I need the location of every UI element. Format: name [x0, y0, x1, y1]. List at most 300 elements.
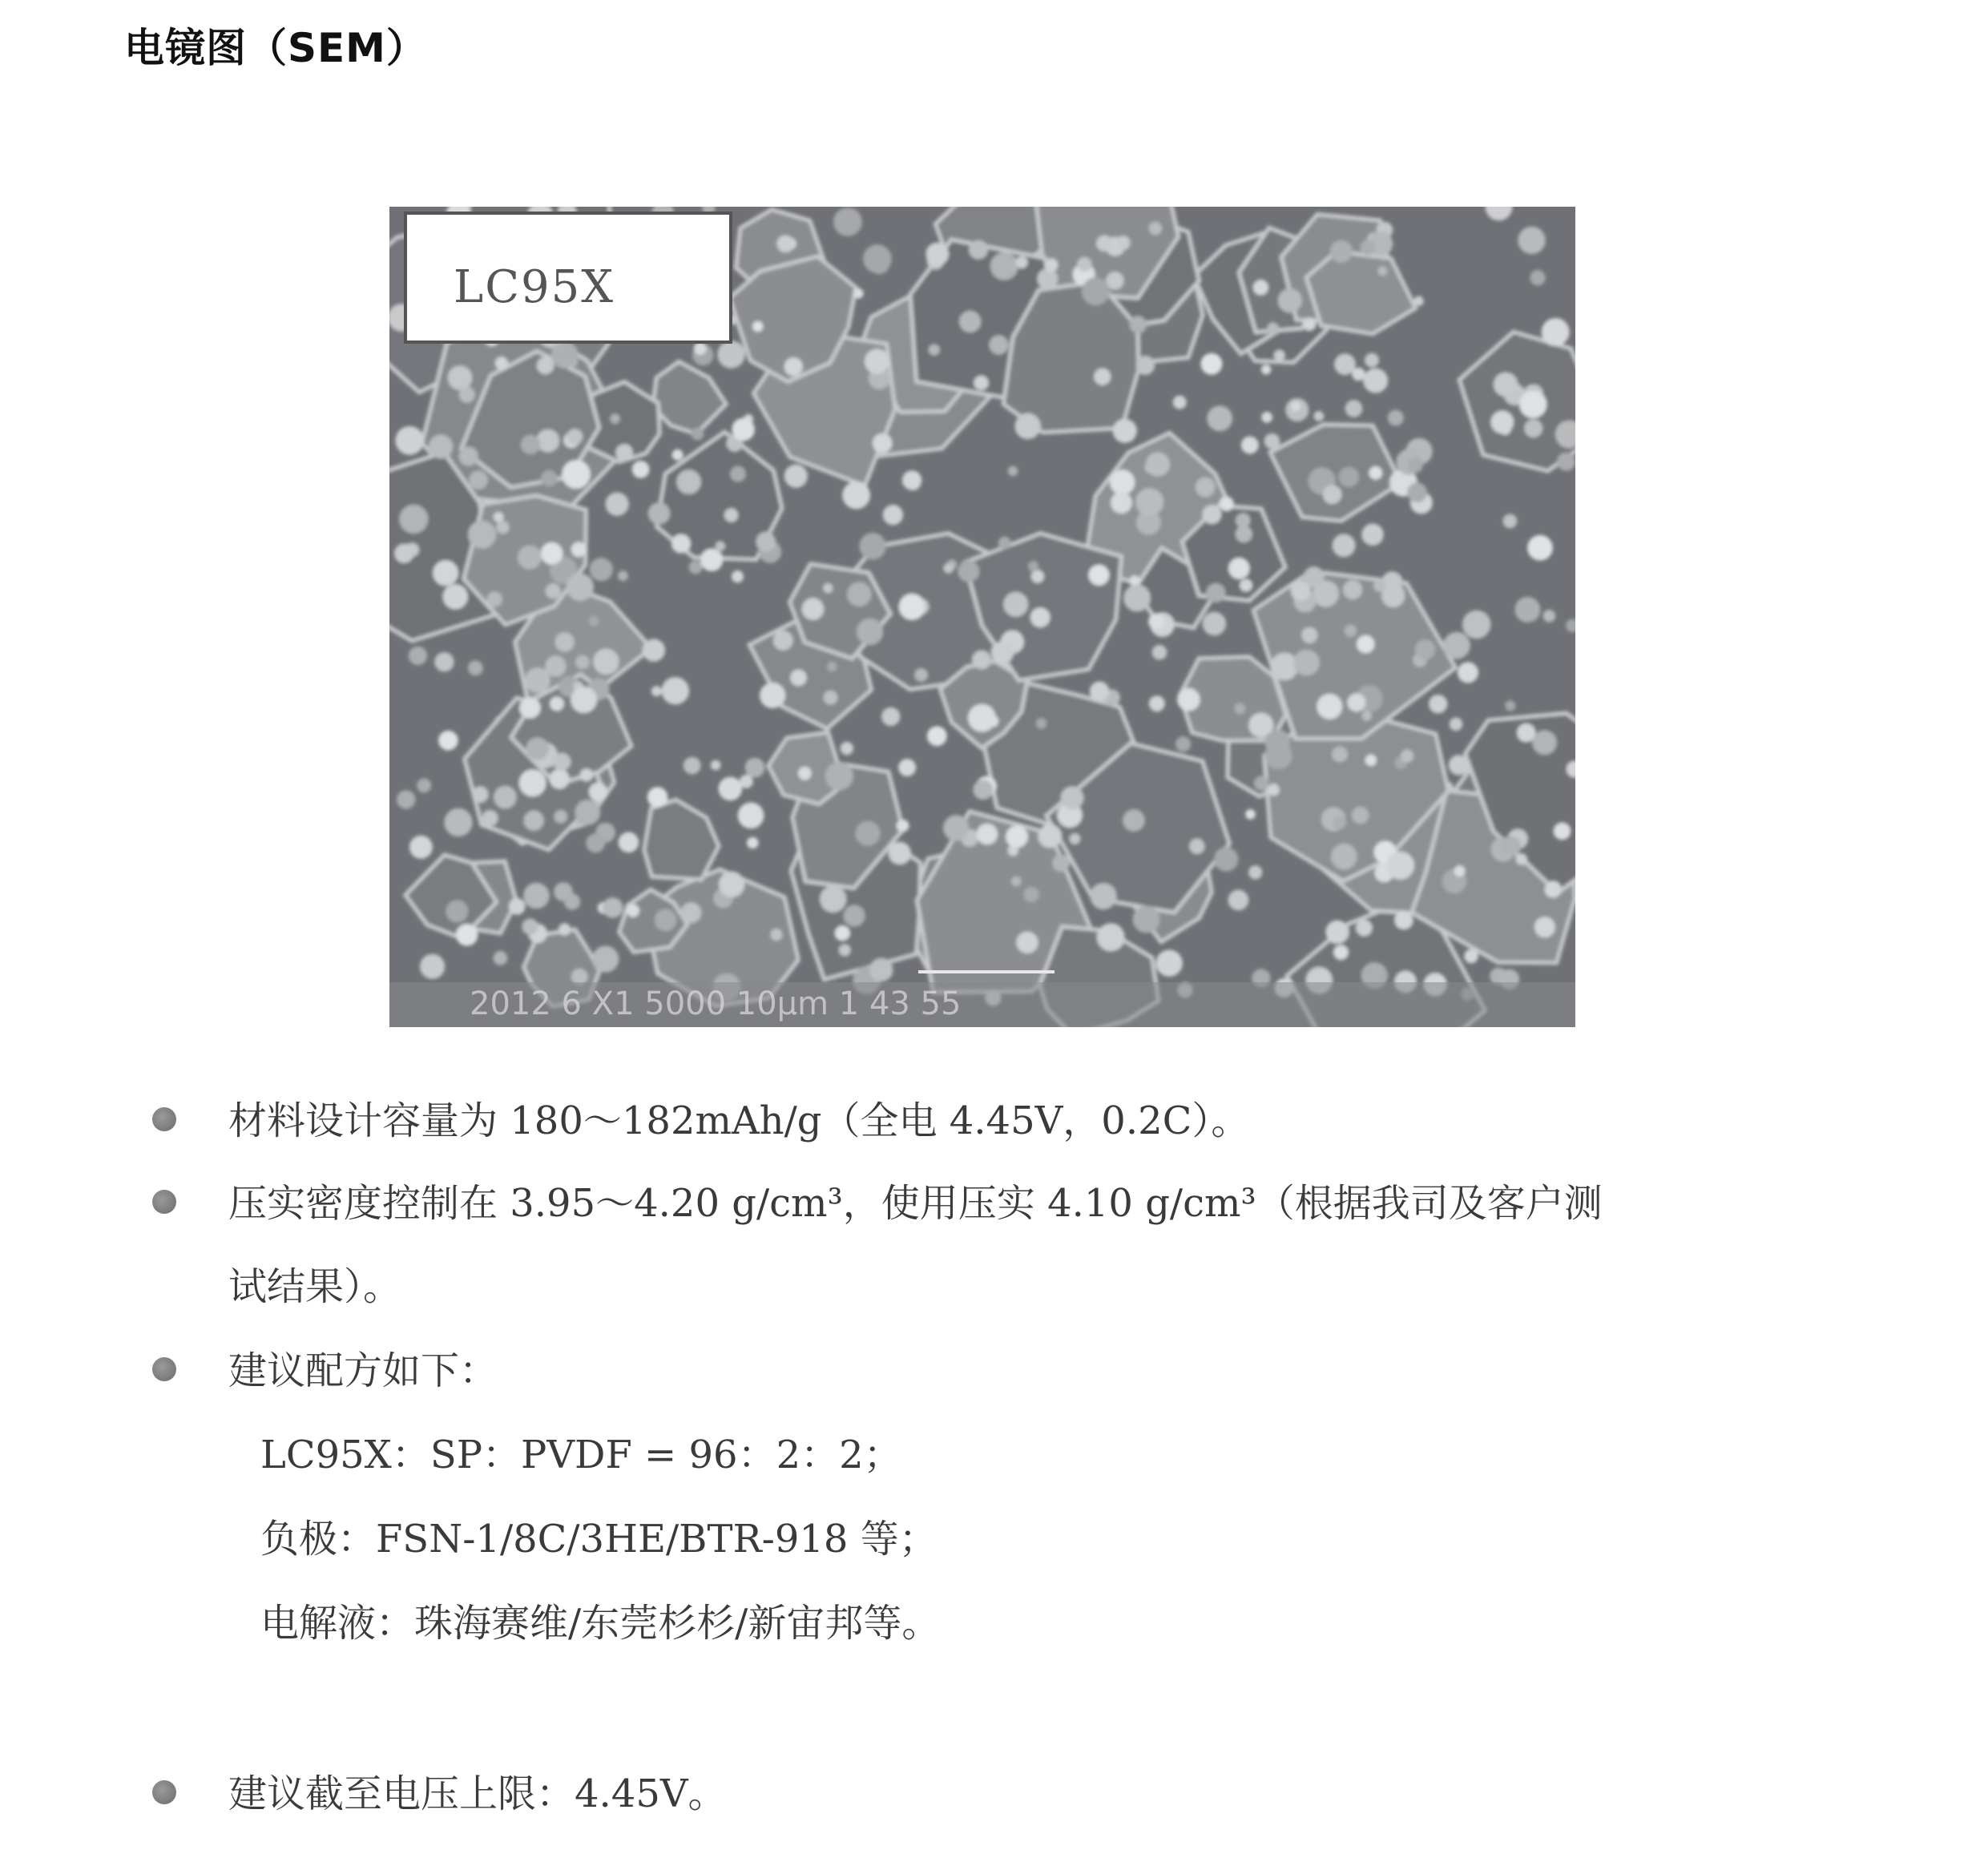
sem-fine-particle [790, 670, 807, 687]
sem-fine-particle [959, 311, 981, 332]
sem-fine-particle [943, 815, 969, 840]
sem-fine-particle [998, 537, 1011, 550]
sem-fine-particle [446, 900, 468, 922]
sem-fine-particle [495, 357, 508, 369]
sem-fine-particle [717, 341, 745, 369]
sem-fine-particle [1136, 356, 1155, 375]
sem-fine-particle [747, 837, 759, 849]
sem-fine-particle [973, 780, 993, 800]
sem-fine-particle [1413, 296, 1423, 306]
sem-fine-particle [1082, 277, 1110, 305]
sem-fine-particle [417, 778, 431, 792]
sem-fine-particle [1377, 266, 1387, 276]
sem-fine-particle [929, 345, 940, 356]
sem-fine-particle [1407, 482, 1427, 502]
sem-fine-particle [1345, 400, 1363, 417]
sem-fine-particle [1357, 635, 1374, 653]
sem-fine-particle [716, 542, 725, 551]
sem-fine-particle [1110, 470, 1135, 494]
sem-fine-particle [1408, 457, 1423, 473]
sem-fine-particle [1014, 413, 1040, 439]
sem-fine-particle [497, 521, 510, 534]
sem-fine-particle [1343, 580, 1362, 599]
sem-fine-particle [1369, 466, 1383, 480]
sem-fine-particle [865, 349, 889, 373]
sem-fine-particle [1274, 350, 1285, 361]
sem-fine-particle [619, 832, 639, 853]
sem-fine-particle [590, 558, 613, 581]
sem-fine-particle [580, 768, 593, 781]
sem-fine-particle [1491, 411, 1514, 434]
sem-fine-particle [550, 769, 570, 789]
sem-fine-particle [889, 842, 911, 864]
sem-fine-particle [1345, 625, 1357, 637]
sem-fine-particle [881, 707, 900, 726]
sem-fine-particle [1016, 256, 1028, 268]
sem-fine-particle [472, 786, 488, 802]
sem-fine-particle [1268, 784, 1280, 796]
sem-fine-particle [459, 446, 478, 465]
sem-fine-particle [469, 470, 488, 490]
sem-fine-particle [1542, 318, 1570, 346]
sem-fine-particle [1373, 579, 1385, 591]
sem-fine-particle [958, 561, 980, 582]
sem-fine-particle [1235, 703, 1246, 715]
sem-fine-particle [494, 786, 516, 808]
sem-fine-particle [1505, 700, 1515, 711]
bullet-icon [152, 1107, 176, 1131]
sem-fine-particle [1123, 585, 1151, 612]
sem-fine-particle [1116, 236, 1131, 250]
sem-fine-particle [519, 769, 546, 796]
sem-fine-particle [869, 958, 893, 981]
sem-fine-particle [1518, 227, 1545, 254]
sem-fine-particle [1332, 746, 1348, 762]
sem-fine-particle [589, 616, 599, 627]
sem-fine-particle [927, 726, 947, 746]
sem-fine-particle [1339, 467, 1359, 487]
sem-fine-particle [1203, 612, 1227, 636]
sem-fine-particle [1524, 419, 1542, 437]
sem-fine-particle [409, 647, 427, 665]
sem-fine-particle [1267, 323, 1278, 334]
sem-fine-particle [1314, 411, 1325, 421]
sem-fine-particle [1503, 514, 1518, 529]
sem-fine-particle [730, 466, 746, 482]
bullet-text-continued: 试结果）。 [228, 1264, 402, 1309]
sem-fine-particle [521, 435, 540, 454]
sem-fine-particle [672, 449, 684, 461]
sem-fine-particle [395, 426, 424, 455]
sem-fine-particle [824, 691, 838, 705]
sem-fine-particle [1516, 854, 1527, 865]
sem-fine-particle [1016, 932, 1038, 953]
sem-fine-particle [711, 760, 721, 771]
sem-fine-particle [798, 767, 812, 780]
sem-fine-particle [990, 252, 1018, 280]
sem-fine-particle [571, 687, 597, 713]
sem-fine-particle [1261, 412, 1272, 423]
sem-fine-particle [752, 321, 763, 332]
formula-ratio-line: LC95X：SP：PVDF = 96：2：2； [260, 1433, 902, 1477]
sem-fine-particle [537, 357, 554, 375]
sem-fine-particle [692, 428, 704, 441]
sem-fine-particle [1003, 592, 1028, 617]
sem-fine-particle [1494, 373, 1518, 397]
sem-fine-particle [1038, 824, 1062, 848]
sem-fine-particle [1061, 787, 1084, 810]
sem-fine-particle [1543, 610, 1556, 623]
sem-fine-particle [844, 905, 865, 927]
sem-fine-particle [1097, 923, 1125, 951]
sem-fine-particle [1177, 688, 1200, 711]
sem-fine-particle [839, 945, 851, 957]
sem-fine-particle [553, 753, 571, 771]
sem-fine-particle [1006, 826, 1028, 848]
sem-fine-particle [898, 759, 916, 776]
sem-fine-particle [1088, 565, 1109, 586]
sem-fine-particle [1031, 570, 1044, 582]
sem-fine-particle [1323, 485, 1342, 504]
sem-fine-particle [1240, 579, 1252, 592]
sem-fine-particle [944, 563, 954, 573]
sem-fine-particle [1123, 809, 1144, 831]
sem-fine-particle [1264, 433, 1280, 449]
sem-fine-particle [784, 465, 808, 488]
sem-fine-particle [1248, 865, 1262, 879]
sem-fine-particle [399, 505, 428, 534]
sem-fine-particle [853, 288, 864, 299]
sem-fine-particle [1090, 682, 1110, 702]
sem-fine-particle [1449, 755, 1469, 775]
sem-fine-particle [1347, 693, 1365, 711]
sem-fine-particle [1401, 750, 1413, 763]
sem-fine-particle [842, 482, 870, 510]
sem-fine-particle [1464, 949, 1478, 964]
sem-fine-particle [541, 470, 557, 486]
sem-fine-particle [1228, 558, 1249, 578]
sem-fine-particle [825, 762, 853, 790]
sem-fine-particle [989, 335, 1008, 354]
sem-fine-particle [648, 502, 671, 525]
sem-fine-particle [681, 902, 702, 923]
sem-fine-particle [482, 810, 498, 826]
sem-fine-particle [897, 820, 909, 832]
sem-fine-particle [1156, 950, 1183, 977]
sem-fine-particle [1557, 453, 1575, 471]
sem-fine-particle [1241, 437, 1259, 454]
sem-fine-particle [409, 836, 433, 859]
sem-micrograph [389, 207, 1575, 1027]
sem-fine-particle [1070, 833, 1080, 844]
sem-fine-particle [518, 546, 542, 570]
sem-fine-particle [1330, 240, 1353, 263]
sem-fine-particle [1228, 890, 1249, 911]
sem-fine-particle [1202, 505, 1221, 524]
sem-fine-particle [397, 790, 415, 808]
sem-fine-particle [655, 909, 677, 932]
sem-fine-particle [555, 632, 575, 651]
sem-fine-particle [1173, 396, 1187, 409]
sem-fine-particle [1532, 731, 1556, 755]
sem-fine-particle [820, 886, 846, 913]
sem-fine-particle [902, 470, 921, 490]
sem-fine-particle [1545, 881, 1562, 898]
sem-fine-particle [1091, 883, 1117, 909]
sem-fine-particle [1206, 583, 1225, 603]
sem-fine-particle [732, 570, 744, 582]
sem-fine-particle [1429, 695, 1447, 713]
sem-fine-particle [1534, 917, 1555, 937]
sem-fine-particle [627, 905, 639, 917]
sem-fine-particle [618, 570, 628, 581]
sem-fine-particle [1361, 523, 1384, 546]
sem-fine-particle [1133, 905, 1160, 933]
sem-fine-particle [724, 508, 738, 522]
sem-fine-particle [1519, 391, 1546, 418]
bullet-icon [152, 1357, 176, 1381]
sem-fine-particle [586, 833, 605, 852]
sem-fine-particle [671, 534, 691, 554]
sem-fine-particle [433, 560, 458, 586]
sem-fine-particle [841, 742, 853, 755]
sem-fine-particle [1135, 488, 1163, 516]
sem-fine-particle [1149, 695, 1165, 711]
sem-fine-particle [1146, 452, 1170, 476]
sem-fine-particle [1331, 844, 1357, 870]
sem-fine-particle [519, 697, 541, 719]
sem-fine-particle [1334, 353, 1356, 375]
sem-fine-particle [1356, 920, 1372, 936]
sem-fine-particle [1111, 492, 1132, 514]
sem-fine-particle [1530, 270, 1545, 285]
sem-fine-particle [756, 532, 776, 552]
sem-fine-particle [1303, 317, 1316, 330]
sem-fine-particle [1023, 887, 1038, 902]
sem-fine-particle [468, 660, 483, 675]
sem-fine-particle [554, 810, 568, 824]
sem-fine-particle [1008, 466, 1018, 477]
sem-fine-particle [1214, 847, 1238, 871]
sem-fine-particle [1271, 653, 1299, 681]
sem-fine-particle [575, 800, 601, 825]
sem-fine-particle [1554, 823, 1571, 840]
sem-fine-particle [1395, 911, 1413, 929]
sem-fine-particle [925, 243, 949, 266]
sem-fine-particle [773, 631, 793, 651]
sem-fine-particle [972, 651, 991, 670]
sem-fine-particle [857, 619, 883, 645]
sem-fine-particle [487, 591, 502, 607]
sem-fine-particle [1415, 639, 1435, 659]
sem-fine-particle [827, 662, 837, 671]
sem-fine-particle [1045, 259, 1059, 272]
sem-fine-particle [567, 429, 583, 445]
sem-fine-particle [448, 365, 473, 390]
sem-fine-particle [760, 683, 785, 708]
sem-fine-particle [700, 549, 723, 571]
sem-fine-particle [1052, 854, 1070, 872]
sem-fine-particle [1450, 718, 1463, 731]
sem-fine-particle [494, 512, 504, 522]
sem-sample-label: LC95X [454, 261, 615, 313]
sem-fine-particle [719, 872, 744, 897]
sem-fine-particle [1200, 353, 1222, 375]
sem-fine-particle [1458, 662, 1478, 683]
formula-electrolyte-line: 电解液：珠海赛维/东莞杉杉/新宙邦等。 [260, 1601, 941, 1646]
sem-fine-particle [562, 460, 591, 489]
sem-fine-particle [438, 731, 458, 751]
sem-fine-particle [974, 376, 988, 390]
sem-fine-particle [833, 208, 862, 236]
sem-fine-particle [732, 418, 755, 441]
sem-fine-particle [522, 918, 538, 935]
sem-fine-particle [550, 697, 564, 711]
sem-fine-particle [1317, 694, 1342, 719]
sem-fine-particle [546, 583, 561, 598]
sem-fine-particle [1462, 611, 1491, 639]
sem-fine-particle [632, 461, 650, 478]
sem-fine-particle [1301, 627, 1317, 643]
sem-fine-particle [1096, 236, 1112, 252]
sem-fine-particle [643, 639, 665, 661]
sem-fine-particle [1037, 268, 1058, 289]
sem-fine-particle [1527, 535, 1553, 561]
sem-fine-particle [571, 542, 587, 557]
sem-fine-particle [1365, 755, 1377, 766]
sem-fine-particle [1253, 280, 1268, 295]
sem-fine-particle [651, 686, 662, 696]
sem-fine-particle [536, 429, 559, 453]
sem-fine-particle [1245, 809, 1256, 820]
sem-fine-particle [1254, 776, 1268, 791]
sem-label-box [404, 212, 732, 344]
sem-fine-particle [823, 583, 833, 593]
sem-fine-particle [883, 505, 903, 525]
sem-fine-particle [689, 561, 703, 574]
page-heading: 电镜图（SEM） [124, 25, 427, 71]
sem-fine-particle [647, 787, 668, 808]
sem-fine-particle [429, 434, 453, 458]
bullet-text: 压实密度控制在 3.95～4.20 g/cm³，使用压实 4.10 g/cm³（根据我司及客户测 [228, 1181, 1603, 1226]
sem-fine-particle [873, 433, 893, 453]
sem-fine-particle [968, 704, 996, 732]
sem-fine-particle [899, 594, 925, 620]
sem-fine-particle [1236, 526, 1252, 542]
sem-fine-particle [776, 236, 794, 253]
sem-fine-particle [770, 929, 782, 941]
sem-fine-particle [1361, 240, 1376, 255]
sem-fine-particle [1333, 816, 1346, 829]
sem-fine-particle [1036, 718, 1046, 728]
sem-fine-particle [1514, 597, 1540, 623]
sem-fine-particle [859, 533, 885, 559]
sem-fine-particle [459, 387, 475, 403]
sem-fine-particle [1291, 581, 1311, 601]
sem-fine-particle [1291, 401, 1300, 411]
sem-fine-particle [1278, 288, 1302, 312]
sem-fine-particle [420, 954, 445, 979]
sem-fine-particle [589, 783, 607, 801]
sem-fine-particle [545, 655, 566, 676]
sem-fine-particle [605, 493, 628, 516]
bullet-icon [152, 1190, 176, 1214]
sem-fine-particle [1363, 369, 1388, 393]
sem-fine-particle [1293, 650, 1320, 676]
sem-fine-particle [1152, 645, 1167, 660]
sem-fine-particle [1454, 865, 1466, 877]
sem-fine-particle [593, 649, 619, 675]
sem-fine-particle [1030, 607, 1050, 627]
sem-fine-particle [1388, 410, 1404, 426]
sem-fine-particle [456, 924, 478, 945]
sem-fine-particle [1325, 921, 1349, 944]
sem-fine-particle [1148, 614, 1164, 630]
bullet-text: 建议截至电压上限：4.45V。 [228, 1771, 727, 1816]
sem-fine-particle [564, 893, 580, 909]
sem-fine-particle [1333, 945, 1348, 960]
sem-fine-particle [1361, 711, 1372, 721]
sem-fine-particle [434, 652, 454, 671]
sem-fine-particle [1094, 369, 1111, 385]
sem-fine-particle [1236, 513, 1250, 527]
sem-fine-particle [1175, 736, 1191, 752]
sem-fine-particle [1129, 316, 1147, 333]
sem-fine-particle [1261, 365, 1271, 374]
sem-fine-particle [509, 898, 526, 915]
sem-fine-particle [575, 655, 590, 670]
sem-fine-particle [443, 584, 468, 609]
sem-fine-particle [541, 542, 563, 565]
sem-fine-particle [526, 737, 549, 760]
sem-fine-particle [524, 811, 544, 831]
sem-info-text: 2012 6 X1 5000 10μm 1 43 55 [470, 985, 962, 1022]
sem-fine-particle [745, 758, 765, 778]
sem-fine-particle [802, 598, 825, 620]
sem-fine-particle [914, 668, 927, 681]
bullet-text: 材料设计容量为 180～182mAh/g（全电 4.45V，0.2C）。 [228, 1098, 1250, 1143]
sem-fine-particle [1365, 353, 1379, 368]
sem-fine-particle [1333, 534, 1356, 557]
sem-fine-particle [615, 444, 633, 461]
bullet-icon [152, 1780, 176, 1804]
sem-fine-particle [1265, 730, 1290, 755]
sem-fine-particle [468, 521, 496, 549]
sem-fine-particle [847, 582, 872, 607]
formula-anode-line: 负极：FSN-1/8C/3HE/BTR-918 等； [260, 1517, 938, 1562]
sem-fine-particle [1077, 257, 1091, 272]
sem-fine-particle [523, 883, 550, 909]
sem-fine-particle [1196, 478, 1216, 498]
sem-fine-particle [684, 757, 701, 775]
sem-fine-particle [551, 341, 578, 368]
sem-fine-particle [567, 574, 594, 601]
sem-fine-particle [676, 470, 701, 494]
sem-fine-particle [1443, 632, 1470, 659]
sem-fine-particle [969, 240, 988, 260]
sem-fine-particle [1189, 839, 1204, 854]
sem-fine-particle [694, 342, 707, 355]
sem-fine-particle [1028, 561, 1038, 571]
sem-fine-particle [592, 946, 619, 973]
sem-fine-particle [835, 925, 850, 941]
sem-fine-particle [1502, 836, 1521, 856]
sem-fine-particle [991, 641, 1014, 663]
sem-fine-particle [1386, 852, 1414, 880]
sem-fine-particle [444, 808, 472, 836]
sem-fine-particle [1011, 877, 1021, 886]
sem-fine-particle [977, 824, 998, 845]
